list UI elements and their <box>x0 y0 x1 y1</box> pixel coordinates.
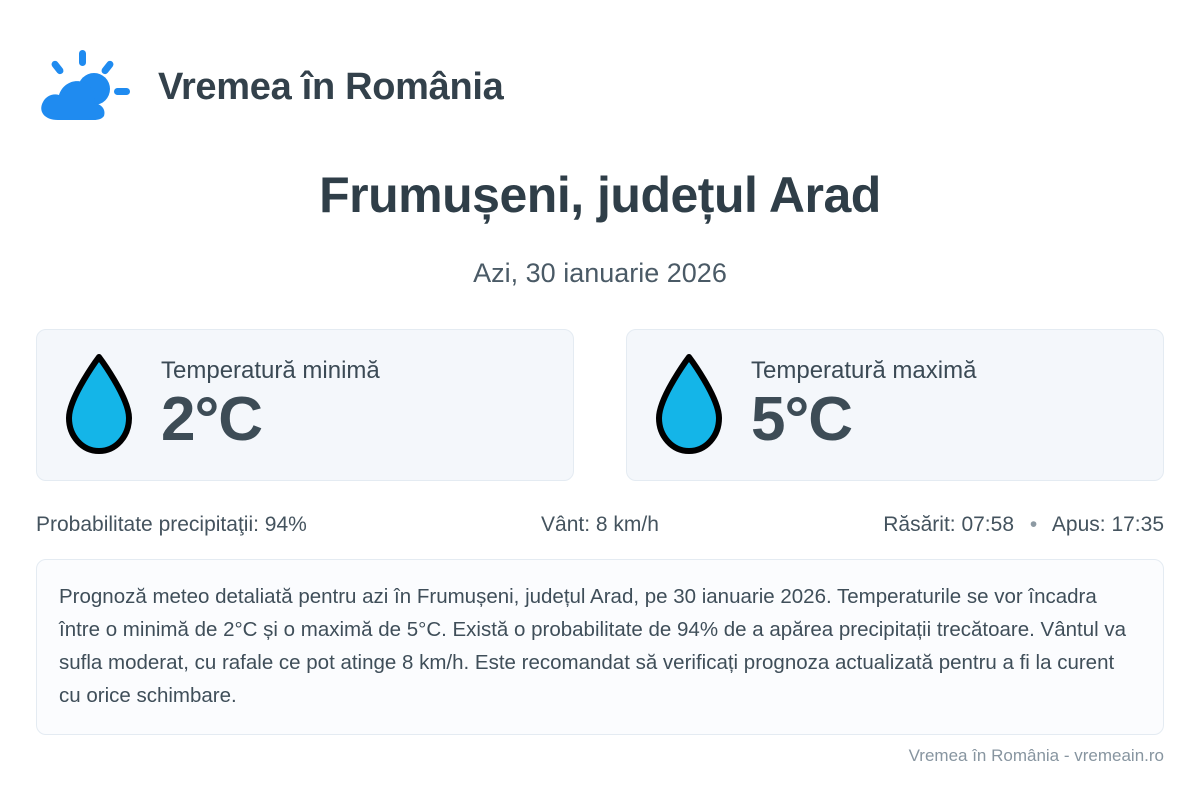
brand-title: Vremea în România <box>158 66 504 109</box>
sun-times-stat <box>788 513 1164 537</box>
sunset-value: Apus: 17:35 <box>1051 512 1164 536</box>
max-temperature-card <box>626 329 1164 481</box>
forecast-date: Azi, 30 ianuarie 2026 <box>473 257 727 288</box>
page-title: Frumușeni, județul Arad <box>319 167 881 223</box>
sun-cloud-icon <box>36 48 140 128</box>
max-temperature-value: 5°C <box>751 384 853 454</box>
max-temperature-label: Temperatură maximă <box>751 356 977 384</box>
stat-separator: • <box>1029 512 1038 536</box>
temperature-cards <box>36 329 1164 481</box>
min-temperature-value: 2°C <box>161 384 263 454</box>
water-drop-icon <box>63 353 135 457</box>
sunrise-value: Răsărit: 07:58 <box>883 512 1015 536</box>
brand-header <box>36 0 1164 128</box>
wind-stat: Vânt: 8 km/h <box>541 512 659 536</box>
footer-credit: Vremea în România - vremeain.ro <box>908 746 1164 765</box>
water-drop-icon <box>653 353 725 457</box>
precipitation-stat: Probabilitate precipitaţii: 94% <box>36 512 307 536</box>
forecast-description: Prognoză meteo detaliată pentru azi în Frumușeni, județul Arad, pe 30 ianuarie 2026. Temperaturile se vor încadra între o minimă de 2°C și o maximă de 5°C. Există o probabilitate de 94% de a apărea precipitații trecătoare. Vântul va sufla moderat, cu rafale ce pot atinge 8 km/h. Este recomandat să verificați prognoza actualizată pentru a fi la curent cu orice schimbare. <box>36 559 1164 736</box>
min-temperature-label: Temperatură minimă <box>161 356 380 384</box>
min-temperature-card <box>36 329 574 481</box>
weather-stats-row <box>36 513 1164 537</box>
